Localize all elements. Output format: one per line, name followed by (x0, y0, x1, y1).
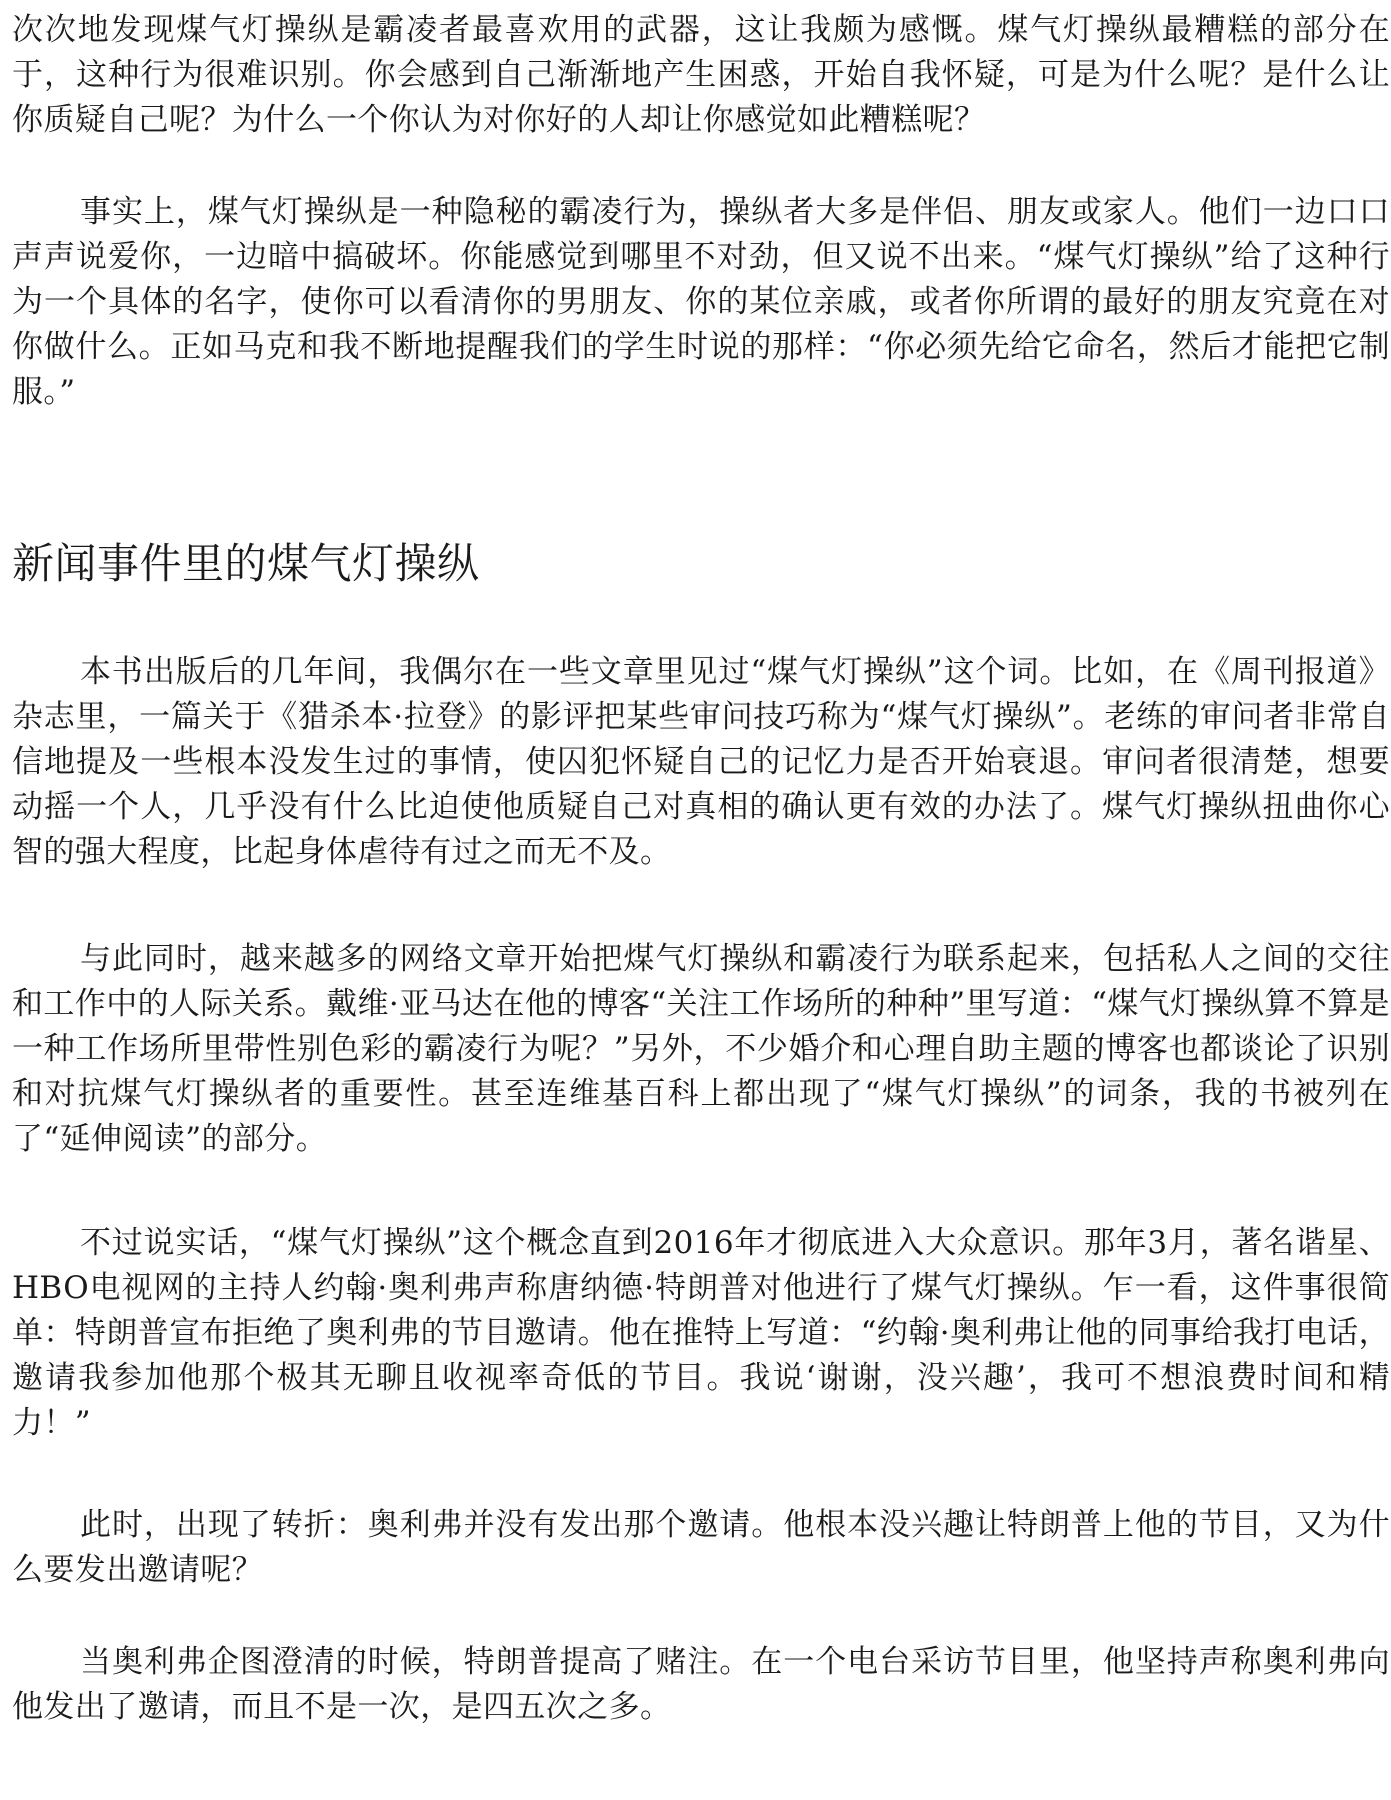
paragraph-raised-stakes: 当奥利弗企图澄清的时候，特朗普提高了赌注。在一个电台采访节目里，他坚持声称奥利弗向他发出了邀请，而且不是一次，是四五次之多。 (12, 1644, 1390, 1725)
paragraph-online-articles: 与此同时，越来越多的网络文章开始把煤气灯操纵和霸凌行为联系起来，包括私人之间的交往和工作中的人际关系。戴维·亚马达在他的博客“关注工作场所的种种”里写道：“煤气灯操纵算不算是一种工作场所里带性别色彩的霸凌行为呢？”另外，不少婚介和心理自助主题的博客也都谈论了识别和对抗煤气灯操纵者的重要性。甚至连维基百科上都出现了“煤气灯操纵”的词条，我的书被列在了“延伸阅读”的部分。 (12, 941, 1390, 1157)
paragraph-naming-gaslighting: 事实上，煤气灯操纵是一种隐秘的霸凌行为，操纵者大多是伴侣、朋友或家人。他们一边口口声声说爱你，一边暗中搞破坏。你能感觉到哪里不对劲，但又说不出来。“煤气灯操纵”给了这种行为一个具体的名字，使你可以看清你的男朋友、你的某位亲戚，或者你所谓的最好的朋友究竟在对你做什么。正如马克和我不断地提醒我们的学生时说的那样：“你必须先给它命名，然后才能把它制服。” (12, 194, 1390, 410)
paragraph-continued: 次次地发现煤气灯操纵是霸凌者最喜欢用的武器，这让我颇为感慨。煤气灯操纵最糟糕的部分在于，这种行为很难识别。你会感到自己渐渐地产生困惑，开始自我怀疑，可是为什么呢？是什么让你质疑自己呢？为什么一个你认为对你好的人却让你感觉如此糟糕呢？ (12, 12, 1390, 138)
paragraph-john-oliver: 不过说实话，“煤气灯操纵”这个概念直到2016年才彻底进入大众意识。那年3月，著名谐星、HBO电视网的主持人约翰·奥利弗声称唐纳德·特朗普对他进行了煤气灯操纵。乍一看，这件事很简单：特朗普宣布拒绝了奥利弗的节目邀请。他在推特上写道：“约翰·奥利弗让他的同事给我打电话，邀请我参加他那个极其无聊且收视率奇低的节目。我说‘谢谢，没兴趣’，我可不想浪费时间和精力！” (12, 1225, 1390, 1441)
section-heading: 新闻事件里的煤气灯操纵 (12, 539, 480, 588)
paragraph-news-articles: 本书出版后的几年间，我偶尔在一些文章里见过“煤气灯操纵”这个词。比如，在《周刊报道》杂志里，一篇关于《猎杀本·拉登》的影评把某些审问技巧称为“煤气灯操纵”。老练的审问者非常自信地提及一些根本没发生过的事情，使囚犯怀疑自己的记忆力是否开始衰退。审问者很清楚，想要动摇一个人，几乎没有什么比迫使他质疑自己对真相的确认更有效的办法了。煤气灯操纵扭曲你心智的强大程度，比起身体虐待有过之而无不及。 (12, 654, 1390, 870)
paragraph-twist: 此时，出现了转折：奥利弗并没有发出那个邀请。他根本没兴趣让特朗普上他的节目，又为什么要发出邀请呢？ (12, 1507, 1390, 1588)
